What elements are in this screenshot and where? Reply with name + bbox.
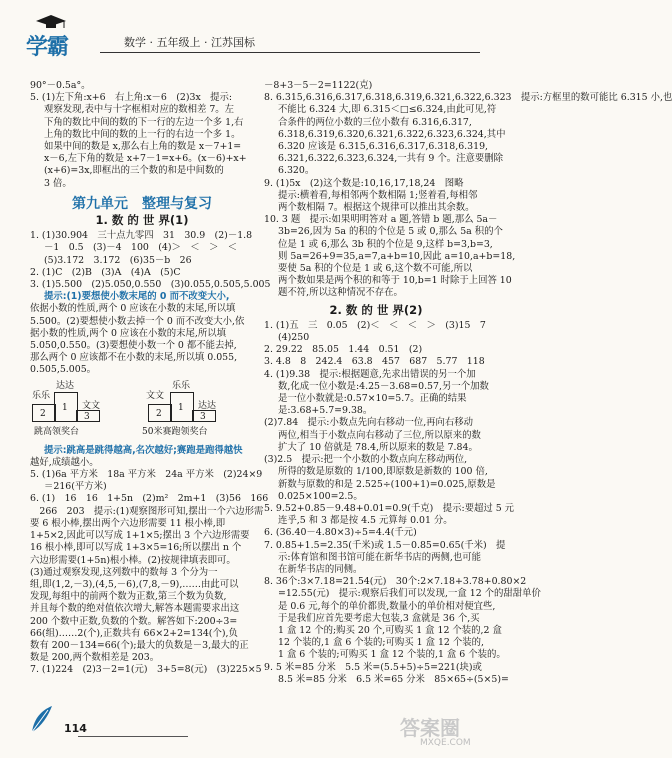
text-line: 下角的数比中间的数的下一行的左边一个多 1,右 <box>44 116 244 128</box>
podium-label: 乐乐 <box>172 380 191 391</box>
text-line: (4)250 <box>278 332 310 344</box>
text-line: 发现,每组中的前两个数为正数,第三个数为负数, <box>30 591 227 603</box>
text-line: 据小数的性质,两个 0 应该在小数的末尾,所以填 <box>30 327 227 339</box>
podium-number: 1 <box>62 402 68 413</box>
text-line: 2. (1)C (2)B (3)A (4)A (5)C <box>30 266 181 278</box>
text-line: 则 5a=26+9=35,a=7,a+b=10,因此 a=10,a+b=18, <box>278 250 516 262</box>
text-line: 0.025×100=2.5。 <box>278 490 363 502</box>
text-line: 16 根小棒,即可以写成 1+3×5=16;所以摆出 n 个 <box>30 542 242 554</box>
text-line: 6.321,6.322,6.323,6.324,一共有 9 个。注意要删除 <box>278 153 503 165</box>
text-line: 扩大了 10 倍就是 78.4,所以原来的数是 7.84。 <box>278 441 478 453</box>
text-line: 是:3.68+5.7=9.38。 <box>278 405 373 417</box>
text-line: 所得的数是原数的 1/100,即原数是新数的 100 倍, <box>278 466 488 478</box>
text-line: 200 个数中正数,负数的个数。解答如下:200÷3= <box>30 615 238 627</box>
podium-number: 3 <box>84 411 90 422</box>
right-column <box>264 80 672 686</box>
text-line: 1+5×2,因此可以写成 1+1×5;摆出 3 个六边形需要 <box>30 530 250 542</box>
text-line: (3)通过观察发现,这列数中的数每 3 个分为一 <box>30 566 218 578</box>
podium-diagrams <box>30 380 254 442</box>
text-line: 数有 200－134=66(个);最大的负数是－3,最大的正 <box>30 639 249 651</box>
text-line: 7. 0.85+1.5=2.35(千米)或 1.5－0.85=0.65(千米) 提 <box>264 539 506 551</box>
text-line: 6.320。 <box>278 165 315 177</box>
text-line: 1 盒 6 个装的;可购买 1 盒 12 个装的,1 盒 6 个装的。 <box>278 649 506 661</box>
podium-number: 2 <box>40 408 46 419</box>
text-line: 5. (1)6a 平方米 18a 平方米 24a 平方米 (2)24×9 <box>30 469 263 481</box>
text-line: 6.318,6.319,6.320,6.321,6.322,6.323,6.324,其中 <box>278 128 506 140</box>
page-header <box>0 0 500 78</box>
text-line: (x+6)=3x,即框出的三个数的和是中间数的 <box>44 165 224 177</box>
text-line: 是一位小数就是:0.57×10=5.7。正确的结果 <box>278 393 467 405</box>
text-line: 组,即(1,2,－3),(4,5,－6),(7,8,－9),……由此可以 <box>30 578 239 590</box>
text-line: 4. (1)9.38 提示:根据题意,先求出错误的另一个加 <box>264 368 476 380</box>
text-line: 90°－0.5a°。 <box>30 80 91 91</box>
text-line: 1. (1)五 三 0.05 (2)＜ ＜ ＜ ＞ (3)15 7 <box>264 319 486 331</box>
podium-label: 乐乐 <box>32 390 51 401</box>
text-line: 3b=26,因为 5a 的积的个位是 5 或 0,那么 5a 积的个 <box>278 226 503 238</box>
text-line: x－6,左下角的数是 x+7－1=x+6。(x－6)+x+ <box>44 153 247 165</box>
text-line: =12.55(元) 提示:观察后我们可以发现,一盒 12 个的甜甜单价 <box>278 588 541 600</box>
text-line: 5.050,0.550。(3)要想使小数一个 0 都不能去掉, <box>30 340 237 352</box>
text-line: 在新华书店的同侧。 <box>278 563 363 575</box>
watermark-logo: 答案圈 <box>400 716 460 740</box>
text-line: 示:体育馆和图书馆可能在新华书店的两侧,也可能 <box>278 551 482 563</box>
text-line: 8.5 米=85 分米 6.5 米=65 分米 85×65÷(5×5)= <box>278 673 509 685</box>
text-line: (5)3.172 3.172 (6)35－b 26 <box>44 254 192 266</box>
text-line: 8. 6.315,6.316,6.317,6.318,6.319,6.321,6.322,6.323 提示:方框里的数可能比 6.315 小,也 <box>264 92 672 104</box>
text-line: 2. 29.22 85.05 1.44 0.51 (2) <box>264 344 423 356</box>
text-line: 两个数如果是两个积的和等于 10,b=1 时除于上回答 10 <box>278 275 512 287</box>
text-line: 7. (1)224 (2)3－2=1(元) 3+5=8(元) (3)225×5 <box>30 664 262 676</box>
podium-caption: 50米赛跑领奖台 <box>142 426 208 437</box>
text-line: 上角的数比中间的数的上一行的右边一个多 1。 <box>44 128 241 140</box>
text-line: 依据小数的性质,两个 0 应该在小数的末尾,所以填 <box>30 303 236 315</box>
text-line: ＝216(平方米) <box>44 481 107 493</box>
text-line: 题不符,所以这种情况不存在。 <box>278 287 403 299</box>
text-line: 6. (1) 16 16 1+5n (2)m² 2m+1 (3)56 166 <box>30 493 269 505</box>
podium-number: 3 <box>200 411 206 422</box>
section-title: 1. 数 的 世 界(1) <box>95 213 189 228</box>
text-line: 9. (1)5x (2)这个数是:10,16,17,18,24 图略 <box>264 177 464 189</box>
text-line: 1. (1)30.904 三十点九零四 31 30.9 (2)－1.8 <box>30 230 253 242</box>
text-line: 0.505,5.005。 <box>30 364 97 376</box>
text-line: 提示:横着看,每相邻两个数相隔 1;竖着看,每相邻 <box>278 189 478 201</box>
podium-label: 达达 <box>198 400 217 411</box>
text-line: 合条件的两位小数的三位小数有 6.316,6.317, <box>278 116 472 128</box>
text-line: 6. (36.40－4.80×3)÷5=4.4(千元) <box>264 527 417 539</box>
podium-number: 1 <box>178 402 184 413</box>
text-line: 5.500。(2)要想使小数去掉一个 0 而不改变大小,依 <box>30 315 245 327</box>
text-line: 8. 36个:3×7.18=21.54(元) 30个:2×7.18+3.78+0.80×2 <box>264 576 527 588</box>
left-column <box>30 80 271 677</box>
text-line: 要使 5a 积的个位是 1 或 6,这个数不可能,所以 <box>278 263 473 275</box>
text-line: 5. 9.52+0.85－9.48+0.01=0.9(千克) 提示:要超过 5 元 <box>264 502 515 514</box>
text-line: 不能比 6.324 大,即 6.315＜□≤6.324,由此可见,符 <box>278 104 497 116</box>
text-line: 12 个装的,1 盒 6 个装的;可购买 1 盒 12 个装的, <box>278 637 484 649</box>
header-divider <box>100 52 480 53</box>
leaf-decoration-icon <box>28 704 54 734</box>
text-line: 数是 200,两个数相差是 203。 <box>30 652 160 664</box>
text-line: 新数与原数的和是 2.525÷(100+1)=0.025,原数是 <box>278 478 496 490</box>
text-line: 3 倍。 <box>44 177 72 189</box>
section-title: 2. 数 的 世 界(2) <box>329 302 423 317</box>
podium-label: 达达 <box>56 380 75 391</box>
unit-title: 第九单元 整理与复习 <box>72 195 212 212</box>
text-line: 那么两个 0 应该都不在小数的末尾,所以填 0.055, <box>30 352 238 364</box>
podium-label: 文文 <box>82 400 101 411</box>
text-line: 两个数相隔 7。根据这个规律可以推出其余数。 <box>278 202 475 214</box>
podium-caption: 跳高领奖台 <box>34 426 80 437</box>
text-line: 9. 5 米=85 分米 5.5 米=(5.5+5)÷5=221(块)或 <box>264 661 482 673</box>
text-line: 5. (1)左下角:x+6 右上角:x－6 (2)3x 提示: <box>30 92 233 104</box>
text-line: 3. 4.8 8 242.4 63.8 457 687 5.77 118 <box>264 356 485 368</box>
text-line: －1 0.5 (3)－4 100 (4)＞ ＜ ＞ ＜ <box>44 242 238 254</box>
text-line: 连乎,5 和 3 都是按 4.5 元算每 0.01 分。 <box>278 515 453 527</box>
text-line: 越好,成绩越小。 <box>30 456 99 468</box>
hint-line: 提示:(1)要想使小数末尾的 0 而不改变大小, <box>44 291 230 303</box>
text-line: 66(组)……2(个),正数共有 66×2+2=134(个),负 <box>30 627 238 639</box>
text-line: (3)2.5 提示:把一个小数的小数点向左移动两位, <box>264 454 468 466</box>
graduation-cap-icon <box>34 14 68 30</box>
text-line: 六边形需要(1+5n)根小棒。(2)按规律填表即可。 <box>30 554 236 566</box>
page-number: 114 <box>64 722 87 735</box>
hint-line: 提示:跳高是跳得越高,名次越好;赛跑是跑得越快 <box>44 444 243 456</box>
text-line: 10. 3 题 提示:如果明明答对 a 题,答错 b 题,那么 5a－ <box>264 214 498 226</box>
book-title: 数学 · 五年级上 · 江苏国标 <box>124 36 255 49</box>
podium-number: 2 <box>156 408 162 419</box>
text-line: 3. (1)5.500 (2)5.050,0.550 (3)0.055,0.505,5.005 <box>30 279 271 291</box>
text-line: 观察发现,表中与十字框相对应的数相差 7。左 <box>44 104 235 116</box>
text-line: 并且每个数的绝对值依次增大,解答本题需要求出这 <box>30 603 240 615</box>
text-line: －8+3－5－2=1122(克) <box>264 80 373 91</box>
text-line: (2)7.84 提示:小数点先向右移动一位,再向右移动 <box>264 417 474 429</box>
footer-divider <box>78 736 188 737</box>
podium-label: 文文 <box>146 390 165 401</box>
text-line: 如果中间的数是 x,那么右上角的数是 x－7+1= <box>44 141 242 153</box>
text-line: 6.320 应该是 6.315,6.316,6.317,6.318,6.319, <box>278 141 489 153</box>
text-line: 1 盒 12 个的;购买 20 个,可购买 1 盒 12 个装的,2 盒 <box>278 624 502 636</box>
watermark-url: MXQE.COM <box>420 738 471 748</box>
text-line: 数,化成一位小数是:4.25－3.68=0.57,另一个加数 <box>278 380 489 392</box>
text-line: 要 6 根小棒,摆出两个六边形需要 11 根小棒,即 <box>30 517 226 529</box>
text-line: 两位,相当于小数点向右移动了三位,所以原来的数 <box>278 429 481 441</box>
text-line: 于是我们应首先要考虑大包装,3 盒就是 36 个,买 <box>278 612 480 624</box>
text-line: 位是 1 或 6,那么 3b 积的个位是 9,这样 b=3,b=3, <box>278 238 493 250</box>
brand-logo: 学霸 <box>26 35 69 60</box>
text-line: 266 203 提示:(1)观察图形可知,摆出一个六边形需 <box>30 505 264 517</box>
text-line: 是 0.6 元,每个的单价都贵,数量小的单价相对便宜些, <box>278 600 496 612</box>
